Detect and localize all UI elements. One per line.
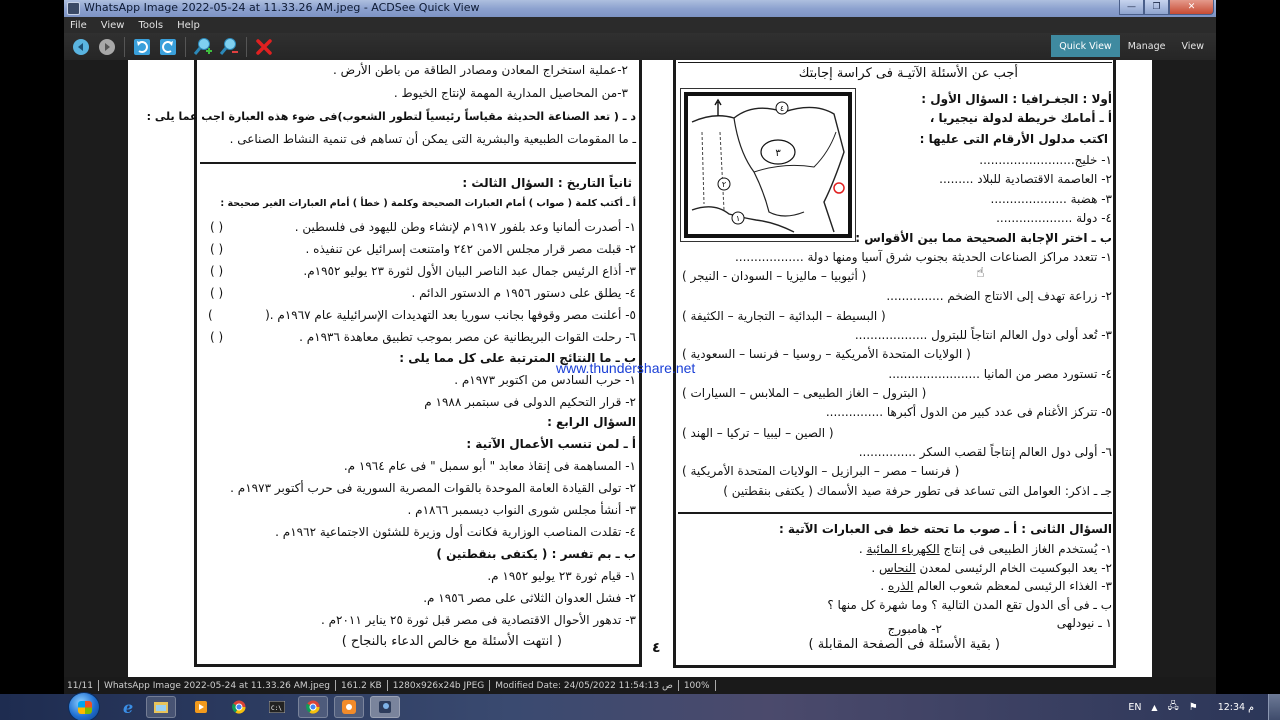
nigeria-map — [680, 88, 856, 242]
q4-item: ١- المساهمة فى إنقاذ معابد " أبو سمبل " فى عام ١٩٦٤ م. — [343, 459, 636, 473]
rotate-right-button[interactable] — [158, 37, 178, 57]
clock[interactable]: 12:34 م — [1217, 701, 1254, 713]
zoom-out-button[interactable] — [219, 37, 239, 57]
media-player-icon — [194, 700, 208, 714]
taskbar-media-player[interactable] — [186, 696, 216, 718]
q4-b-item: ٢- فشل العدوان الثلاثى على مصر ١٩٥٦ م. — [423, 591, 636, 605]
file-size: 161.2 KB — [341, 680, 382, 691]
right-page — [678, 60, 1112, 664]
svg-text:C:\: C:\ — [271, 705, 282, 712]
header-divider — [678, 62, 1112, 63]
taskbar-orange-app[interactable] — [334, 696, 364, 718]
modified-date: Modified Date: 24/05/2022 11:54:13 ص — [495, 680, 673, 691]
tf-item: ٥- أعلنت مصر وقوفها بجانب سوريا بعد التهديدات الإسرائيلية عام ١٩٦٧م .( — [265, 308, 636, 322]
q4-item: ٢- تولى القيادة العامة الموحدة بالقوات المصرية السورية فى حرب أكتوبر ١٩٧٣م . — [230, 481, 636, 495]
map-item: ١- خليج......................... — [979, 153, 1112, 167]
title-bar[interactable] — [64, 0, 1216, 17]
left-line: ٢-عملية استخراج المعادن ومصادر الطاقة من باطن الأرض . — [332, 63, 628, 77]
tf-answer-box: ( ) — [210, 242, 224, 256]
q2-title: السؤال الثانى : أ ـ صوب ما تحته خط فى العبارات الآتية : — [778, 522, 1112, 536]
system-tray — [1128, 694, 1280, 720]
show-hidden-icons-button[interactable]: ▲ — [1151, 702, 1158, 712]
start-button[interactable] — [68, 692, 100, 720]
left-d-question: ـ ما المقومات الطبيعية والبشرية التى يمكن أن تساهم فى تنمية النشاط الصناعى . — [229, 132, 636, 146]
tab-view[interactable]: View — [1181, 40, 1204, 52]
hand-cursor-icon: ☝ — [976, 265, 985, 281]
q4-b-item: ٣- تدهور الأحوال الاقتصادية فى مصر قبل ثورة ٢٥ يناير ٢٠١١م . — [320, 613, 636, 627]
section-divider — [678, 512, 1112, 514]
windows-logo-icon — [78, 701, 92, 714]
folder-icon — [153, 700, 169, 714]
zoom-out-icon — [219, 37, 239, 57]
status-bar — [64, 677, 1216, 694]
page-number: ٤ — [652, 640, 661, 656]
continue-footer: ( بقية الأسئلة فى الصفحة المقابلة ) — [808, 637, 1000, 652]
mcq-options: ( البترول – الغاز الطبيعى – الملابس – السيارات ) — [682, 386, 927, 400]
acdsee-icon — [378, 700, 392, 714]
orange-app-icon — [342, 700, 356, 714]
left-d-line: د ـ ( تعد الصناعة الحديثة مقياساً رئيسياً لتطور الشعوب)فى ضوء هذه العبارة اجب عما يلى : — [146, 110, 636, 123]
tab-quick-view[interactable]: Quick View — [1051, 35, 1119, 57]
mcq-options: ( أثيوبيا – ماليزيا – السودان - النيجر ) — [682, 269, 867, 283]
tf-answer-box-close: ) — [208, 308, 213, 322]
mcq-options: ( الولايات المتحدة الأمريكية – روسيا – فرنسا – السعودية ) — [682, 347, 971, 361]
menu-bar — [64, 17, 1216, 33]
menu-file[interactable]: File — [70, 19, 87, 31]
rotate-right-icon — [159, 38, 177, 56]
history-title: ثانياً التاريخ : السؤال الثالث : — [462, 176, 632, 190]
left-line: ٣-من المحاصيل المدارية المهمة لإنتاج الخيوط . — [393, 86, 628, 100]
left-b-item: ٢- قرار التحكيم الدولى فى سبتمبر ١٩٨٨ م — [424, 395, 636, 409]
q2-city: ٢- هامبورج — [887, 622, 942, 636]
mcq-title: ب ـ اختر الإجابة الصحيحة مما بين الأقواس : — [855, 231, 1112, 245]
mcq-question: ١- تتعدد مراكز الصناعات الحديثة بجنوب شرق آسيا ومنها دولة .................. — [734, 250, 1112, 264]
rotate-left-icon — [133, 38, 151, 56]
command-prompt-icon — [269, 701, 285, 713]
mcq-question: ٥- تتركز الأغنام فى عدد كبير من الدول أكبرها ............... — [825, 405, 1112, 419]
q2-b-question: ب ـ فى أى الدول تقع المدن التالية ؟ وما شهرة كل منها ؟ — [827, 598, 1112, 612]
q4-b-title: ب ـ بم تفسر : ( يكتفى بنقطتين ) — [436, 547, 636, 561]
tf-item: ١- أصدرت ألمانيا وعد بلفور ١٩١٧م لإنشاء وطن لليهود فى فلسطين . — [294, 220, 636, 234]
tf-item: ٤- يطلق على دستور ١٩٥٦ م الدستور الدائم . — [411, 286, 636, 300]
svg-text:١: ١ — [735, 214, 741, 223]
zoom-in-button[interactable] — [193, 37, 213, 57]
rotate-left-button[interactable] — [132, 37, 152, 57]
instruction-heading: أجب عن الأسئلة الآتيـة فى كراسة إجابتك — [798, 66, 1018, 81]
watermark-text: www.thundershare.net — [556, 360, 696, 376]
q4-item: ٤- تقلدت المناصب الوزارية فكانت أول وزيرة للشئون الاجتماعية ١٩٦٢م . — [275, 525, 636, 539]
svg-text:٤: ٤ — [779, 104, 785, 113]
chrome-icon — [306, 700, 320, 714]
c-question: جـ ـ اذكر: العوامل التى تساعد فى تطور حرفة صيد الأسماك ( يكتفى بنقطتين ) — [723, 484, 1112, 498]
next-icon — [98, 38, 116, 56]
geography-title: أولا : الجغـرافيا : السؤال الأول : — [921, 92, 1112, 106]
closing-text: ( انتهت الأسئلة مع خالص الدعاء بالنجاح ) — [341, 634, 562, 649]
image-dimensions: 1280x926x24b JPEG — [392, 680, 485, 691]
map-item: ٤- دولة .................... — [996, 211, 1112, 225]
svg-text:٢: ٢ — [721, 180, 727, 189]
zoom-in-icon — [193, 37, 213, 57]
zoom-level[interactable]: 100% — [683, 680, 710, 691]
q4-item: ٣- أنشأ مجلس شورى النواب ديسمبر ١٨٦٦م . — [407, 503, 636, 517]
tf-answer-box: ( ) — [210, 330, 224, 344]
q4-b-item: ١- قيام ثورة ٢٣ يوليو ١٩٥٢ م. — [487, 569, 636, 583]
tab-manage[interactable]: Manage — [1127, 40, 1166, 52]
file-name: WhatsApp Image 2022-05-24 at 11.33.26 AM.jpeg — [103, 680, 331, 691]
taskbar-chrome[interactable] — [224, 696, 254, 718]
network-icon[interactable]: 🖧 — [1167, 700, 1179, 712]
tf-item: ٣- أذاع الرئيس جمال عبد الناصر البيان الأول لثورة ٢٣ يوليو ١٩٥٢م. — [303, 264, 636, 278]
taskbar-acdsee[interactable] — [370, 696, 400, 718]
menu-tools[interactable]: Tools — [138, 19, 164, 31]
menu-help[interactable]: Help — [177, 19, 200, 31]
close-button[interactable]: ✕ — [1169, 0, 1214, 15]
nigeria-map-drawing — [684, 92, 852, 238]
q2-item: ٣- الغذاء الرئيسى لمعظم شعوب العالم الذره . — [880, 579, 1112, 593]
toolbar — [64, 33, 1216, 60]
minimize-button[interactable]: — — [1119, 0, 1144, 15]
svg-text:٣: ٣ — [775, 148, 781, 159]
section-divider — [200, 162, 636, 164]
tf-answer-box: ( ) — [210, 220, 224, 234]
tf-answer-box: ( ) — [210, 264, 224, 278]
map-question-title: أ ـ أمامك خريطة لدولة نيجيريا ، — [929, 111, 1112, 125]
map-item: ٢- العاصمة الاقتصادية للبلاد ......... — [939, 172, 1112, 186]
taskbar-command-prompt[interactable] — [262, 696, 292, 718]
menu-view[interactable]: View — [100, 19, 125, 31]
delete-icon — [255, 38, 273, 56]
previous-button[interactable] — [71, 37, 91, 57]
image-position: 11/11 — [67, 680, 93, 691]
tf-item: ٢- قبلت مصر قرار مجلس الامن ٢٤٢ وامتنعت إسرائيل عن تنفيذه . — [305, 242, 636, 256]
history-a-instruction: أ ـ أكتب كلمة ( صواب ) أمام العبارات الصحيحة وكلمة ( خطأ ) أمام العبارات الغير صحيحة : — [220, 198, 636, 209]
mcq-question: ٦- أولى دول العالم إنتاجاً لقصب السكر ............... — [858, 445, 1112, 459]
maximize-button[interactable]: ❐ — [1144, 0, 1169, 15]
show-desktop-button[interactable] — [1268, 694, 1280, 720]
taskbar-file-explorer[interactable] — [146, 696, 176, 718]
left-b-title: ب ـ ما النتائج المترتبة على كل مما يلى : — [399, 351, 636, 365]
taskbar-chrome-running[interactable] — [298, 696, 328, 718]
mcq-options: ( فرنسا – مصر – البرازيل – الولايات المتحدة الأمريكية ) — [682, 464, 960, 478]
taskbar-internet-explorer[interactable] — [114, 696, 144, 718]
q2-item: ٢- يعد البوكسيت الخام الرئيسى لمعدن النحاس . — [871, 561, 1112, 575]
chrome-icon — [232, 700, 246, 714]
mcq-question: ٢- زراعة تهدف إلى الانتاج الضخم ............... — [886, 289, 1112, 303]
q2-city: ١ ـ نيودلهى — [1056, 616, 1112, 630]
mcq-question: ٤- تستورد مصر من المانيا ........................ — [888, 367, 1112, 381]
tf-item: ٦- رحلت القوات البريطانية عن مصر بموجب تطبيق معاهدة ١٩٣٦م . — [299, 330, 636, 344]
acdsee-app-icon — [67, 2, 80, 15]
acdsee-window — [64, 0, 1216, 694]
window-title: WhatsApp Image 2022-05-24 at 11.33.26 AM.jpeg - ACDSee Quick View — [84, 1, 480, 14]
q4-a-title: أ ـ لمن تنسب الأعمال الآتية : — [466, 437, 636, 451]
toolbar-separator — [246, 37, 247, 57]
internet-explorer-icon — [120, 698, 138, 716]
previous-icon — [72, 38, 90, 56]
toolbar-separator — [124, 37, 125, 57]
mcq-question: ٣- تُعد أولى دول العالم انتاجاً للبترول ................... — [854, 328, 1112, 342]
mcq-options: ( البسيطة – البدائية – التجارية – الكثيفة ) — [682, 309, 886, 323]
q4-title: السؤال الرابع : — [547, 415, 636, 429]
mcq-options: ( الصين – ليبيا – تركيا – الهند ) — [682, 426, 834, 440]
left-b-item: ١- حرب السادس من اكتوبر ١٩٧٣م . — [454, 373, 636, 387]
next-button[interactable] — [97, 37, 117, 57]
toolbar-separator — [185, 37, 186, 57]
map-question-sub: اكتب مدلول الأرقام التى عليها : — [919, 132, 1108, 146]
image-viewer[interactable] — [64, 60, 1216, 677]
taskbar — [0, 694, 1280, 720]
q2-item: ١- يُستخدم الغاز الطبيعى فى إنتاج الكهرباء المائية . — [858, 542, 1112, 556]
language-indicator[interactable]: EN — [1128, 701, 1142, 713]
delete-button[interactable] — [254, 37, 274, 57]
svg-text:e: e — [123, 698, 134, 716]
action-center-flag-icon[interactable]: ⚑ — [1188, 701, 1198, 713]
exam-page-image — [128, 60, 1152, 677]
tf-answer-box: ( ) — [210, 286, 224, 300]
map-item: ٣- هضبة .................... — [990, 192, 1112, 206]
